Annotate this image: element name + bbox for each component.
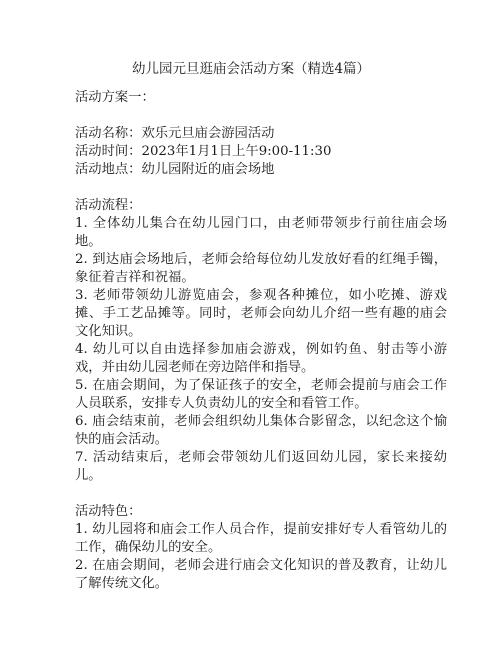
features-heading: 活动特色： — [75, 504, 142, 519]
process-heading: 活动流程： — [75, 198, 142, 213]
process-item: 6. 庙会结束前，老师会组织幼儿集体合影留念，以纪念这个愉快的庙会活动。 — [75, 414, 447, 447]
process-item: 1. 全体幼儿集合在幼儿园门口，由老师带领步行前往庙会场地。 — [75, 216, 447, 249]
process-item: 5. 在庙会期间，为了保证孩子的安全，老师会提前与庙会工作人员联系，安排专人负责幼儿的安全和看管工作。 — [75, 378, 447, 411]
process-item: 2. 到达庙会场地后，老师会给每位幼儿发放好看的红绳手镯，象征着吉祥和祝福。 — [75, 252, 447, 285]
activity-place: 活动地点：幼儿园附近的庙会场地 — [75, 162, 275, 177]
process-item: 3. 老师带领幼儿游览庙会，参观各种摊位，如小吃摊、游戏摊、手工艺品摊等。同时，老师会向幼儿介绍一些有趣的庙会文化知识。 — [75, 288, 447, 339]
activity-time: 活动时间：2023年1月1日上午9:00-11:30 — [75, 144, 332, 159]
document-body — [75, 89, 447, 593]
spacer — [75, 179, 447, 197]
process-item: 4. 幼儿可以自由选择参加庙会游戏，例如钓鱼、射击等小游戏，并由幼儿园老师在旁边陪伴和指导。 — [75, 342, 447, 375]
spacer — [75, 107, 447, 125]
feature-item: 1. 幼儿园将和庙会工作人员合作，提前安排好专人看管幼儿的工作，确保幼儿的安全。 — [75, 522, 447, 555]
feature-item: 2. 在庙会期间，老师会进行庙会文化知识的普及教育，让幼儿了解传统文化。 — [75, 558, 447, 591]
plan-heading: 活动方案一： — [75, 90, 155, 105]
activity-name: 活动名称：欢乐元旦庙会游园活动 — [75, 126, 275, 141]
process-item: 7. 活动结束后，老师会带领幼儿们返回幼儿园，家长来接幼儿。 — [75, 450, 447, 483]
spacer — [75, 485, 447, 503]
document-title: 幼儿园元旦逛庙会活动方案（精选4篇） — [131, 61, 371, 77]
